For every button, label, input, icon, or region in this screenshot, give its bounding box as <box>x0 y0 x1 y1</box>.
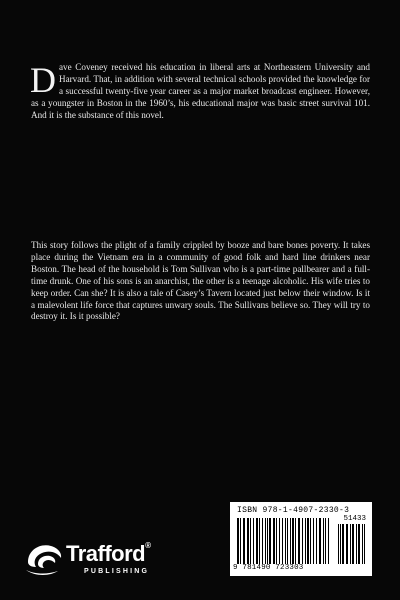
barcode-price-code: 51433 <box>343 515 366 523</box>
wave-swirl-icon <box>24 540 64 576</box>
synopsis-paragraph: This story follows the plight of a family crippled by booze and bare bones poverty. It takes place during the Vietnam era in a community of good folk and hard line drinkers near Boston. The head of the household is Tom Sullivan who is a part-time pallbearer and a full-time drunk. One of his sons is an anarchist, the other is a teenage alcoholic. His wife tries to keep order. Can she? It is also a tale of Casey’s Tavern located just below their window. Is it a malevolent life force that captures unwary souls. The Sullivans believe so. They will try to destroy it. Is it possible? <box>31 240 370 322</box>
drop-cap-letter: D <box>30 60 56 100</box>
author-bio-paragraph <box>31 62 370 122</box>
publisher-subtitle: PUBLISHING <box>84 568 150 575</box>
isbn-barcode <box>230 502 372 576</box>
publisher-name: Trafford® <box>66 541 151 566</box>
author-bio-text: ave Coveney received his education in liberal arts at Northeastern University and Harvard. That, in addition with several technical schools provided the knowledge for a successful twenty-five year career as a major market broadcast engineer. However, as a youngster in Boston in the 1960’s, his educational major was basic street survival 101. And it is the substance of this novel. <box>31 62 370 120</box>
isbn-label: ISBN 978-1-4907-2330-3 <box>237 506 350 515</box>
barcode-addon-bars <box>337 524 367 564</box>
barcode-bars <box>236 518 332 564</box>
barcode-digits: 9 781490 723303 <box>233 564 304 572</box>
publisher-logo <box>24 540 194 580</box>
